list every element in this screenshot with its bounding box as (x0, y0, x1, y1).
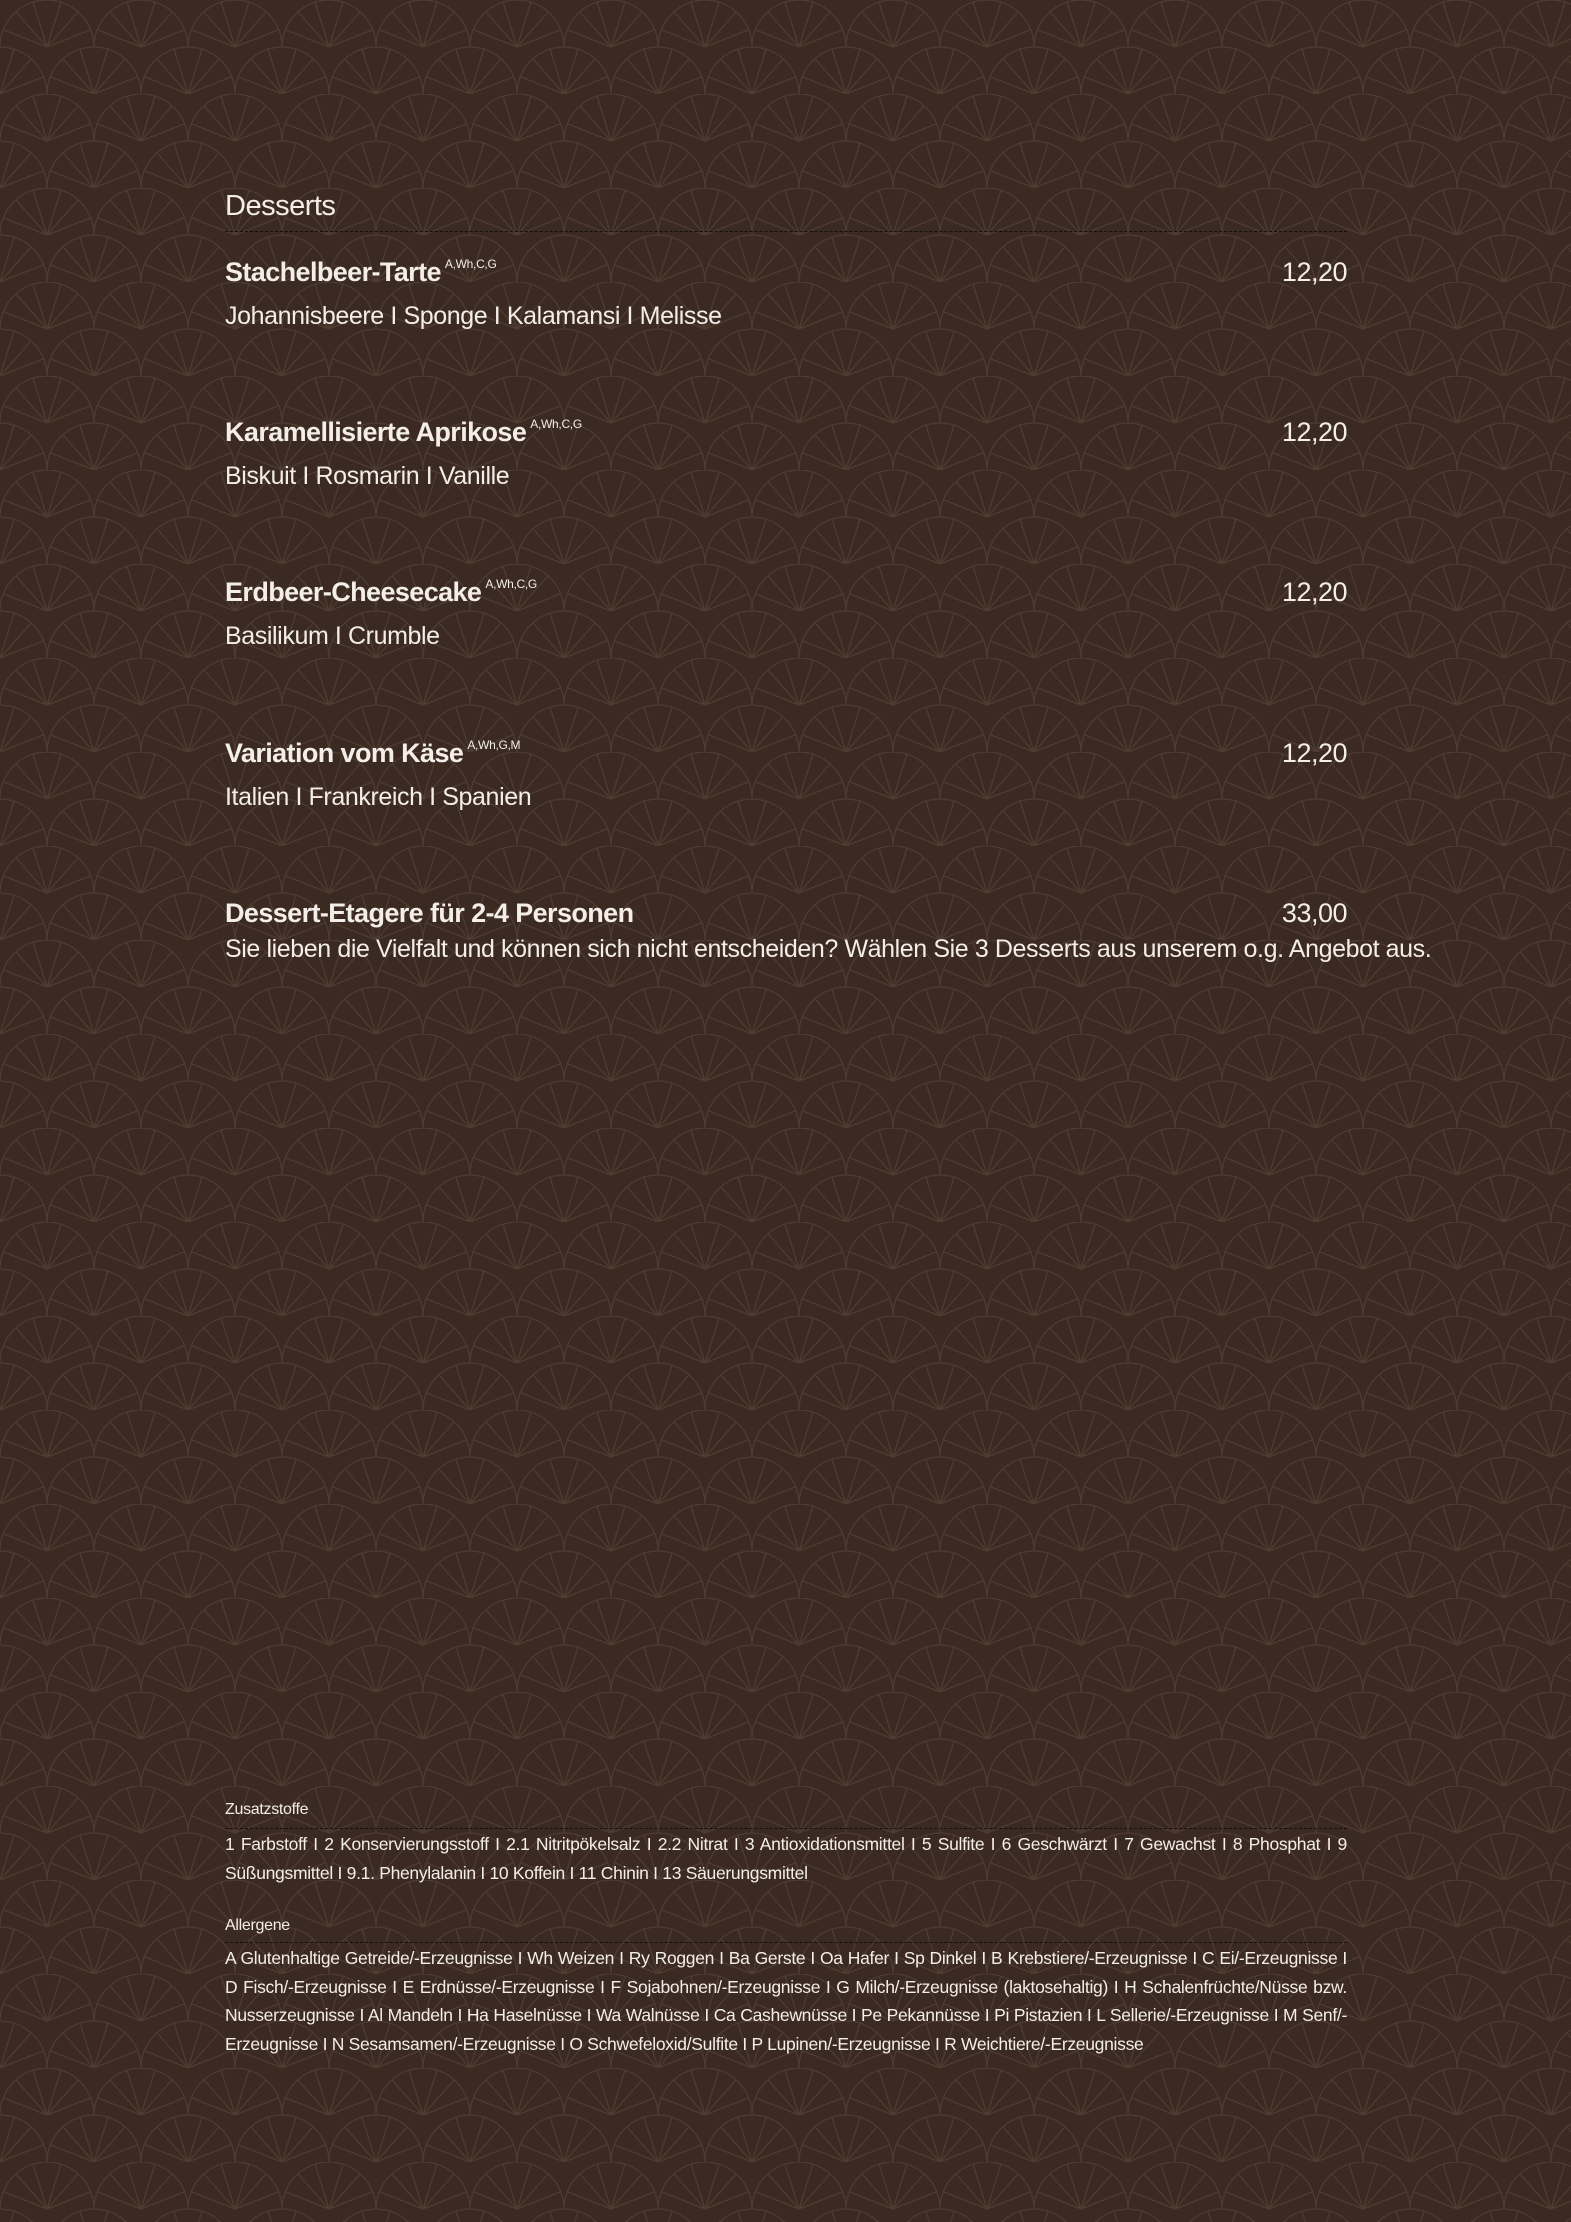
section-divider (225, 231, 1347, 232)
allergens-divider (225, 1942, 1347, 1943)
item-allergens: A,Wh,G,M (467, 738, 521, 752)
item-price: 12,20 (1281, 738, 1347, 768)
item-allergens: A,Wh,C,G (530, 417, 582, 431)
item-allergens: A,Wh,C,G (444, 257, 497, 271)
additives-title: Zusatzstoffe (225, 1801, 309, 1818)
item-price: 33,00 (1281, 898, 1347, 928)
item-name: Karamellisierte Aprikose (225, 417, 527, 447)
item-allergens: A,Wh,C,G (485, 577, 537, 591)
menu-page (225, 0, 1432, 2222)
item-description: Johannisbeere I Sponge I Kalamansi I Melisse (225, 302, 722, 330)
item-name: Stachelbeer-Tarte (225, 257, 441, 287)
item-name: Erdbeer-Cheesecake (225, 577, 482, 607)
item-price: 12,20 (1281, 417, 1347, 447)
menu-item (225, 738, 1347, 812)
item-description: Basilikum I Crumble (225, 622, 440, 650)
menu-item (225, 257, 1347, 331)
item-description: Italien I Frankreich I Spanien (225, 783, 532, 811)
additives-divider (225, 1828, 1347, 1829)
item-name: Dessert-Etagere für 2-4 Personen (225, 898, 634, 928)
section-title: Desserts (225, 190, 336, 222)
item-description: Biskuit I Rosmarin I Vanille (225, 462, 510, 490)
menu-item (225, 577, 1347, 651)
allergens-text: A Glutenhaltige Getreide/-Erzeugnisse I Wh Weizen I Ry Roggen I Ba Gerste I Oa Hafer I Sp Dinkel I B Krebstiere/-Erzeugnisse I C Ei/-Erzeugnisse I D Fisch/-Erzeugnisse I E Erdnüsse/-Erzeugnisse I F Sojabohnen/-Erzeugnisse I G Milch/-Erzeugnisse (laktosehaltig) I H Schalenfrüchte/Nüsse bzw. Nusserzeugnisse I Al Mandeln I Ha Haselnüsse I Wa Walnüsse I Ca Cashewnüsse I Pe Pekannüsse I Pi Pistazien I L Sellerie/-Erzeugnisse I M Senf/-Erzeugnisse I N Sesamsamen/-Erzeugnisse I O Schwefeloxid/Sulfite I P Lupinen/-Erzeugnisse I R Weichtiere/-Erzeugnisse (225, 1948, 1347, 2054)
item-price: 12,20 (1281, 257, 1347, 287)
item-name: Variation vom Käse (225, 738, 464, 768)
additives-text: 1 Farbstoff I 2 Konservierungsstoff I 2.1 Nitritpökelsalz I 2.2 Nitrat I 3 Antioxidationsmittel I 5 Sulfite I 6 Geschwärzt I 7 Gewachst I 8 Phosphat I 9 Süßungsmittel I 9.1. Phenylalanin I 10 Koffein I 11 Chinin I 13 Säuerungsmittel (225, 1834, 1347, 1883)
allergens-title: Allergene (225, 1917, 290, 1934)
menu-item (225, 417, 1347, 491)
menu-item (225, 898, 1432, 964)
item-description: Sie lieben die Vielfalt und können sich nicht entscheiden? Wählen Sie 3 Desserts aus unserem o.g. Angebot aus. (225, 935, 1432, 963)
item-price: 12,20 (1281, 577, 1347, 607)
